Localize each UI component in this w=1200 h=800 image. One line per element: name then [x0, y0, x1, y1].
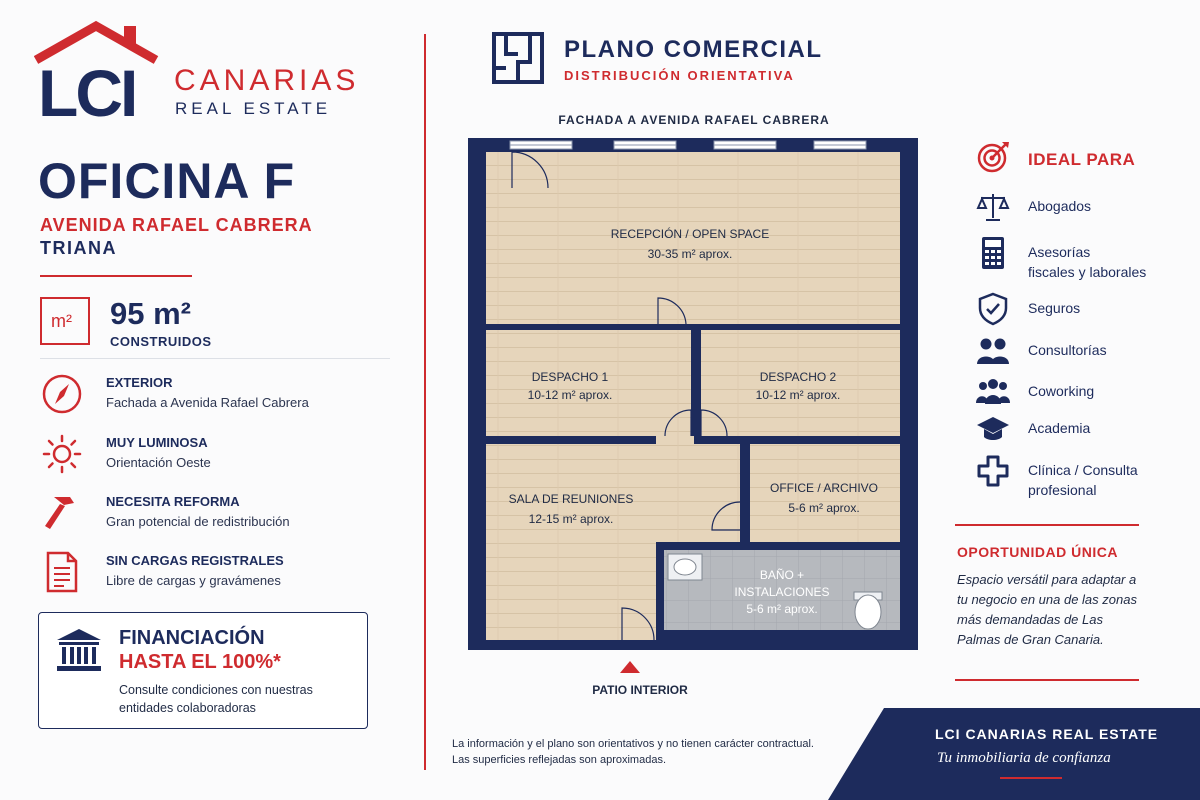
- feature-title: EXTERIOR: [106, 375, 173, 390]
- people-icon: [976, 334, 1010, 368]
- feature-title: SIN CARGAS REGISTRALES: [106, 553, 284, 568]
- divider: [40, 358, 390, 359]
- divider: [40, 275, 192, 277]
- ideal-label: Academia: [1028, 420, 1091, 436]
- floor-plan: [468, 138, 918, 650]
- feature-reforma: [40, 491, 400, 541]
- corridor: [656, 444, 740, 542]
- ideal-label-line: Clínica / Consulta: [1028, 462, 1138, 478]
- logo-realestate-text: REAL ESTATE: [175, 99, 332, 118]
- office-district: TRIANA: [40, 238, 117, 258]
- room-name: RECEPCIÓN / OPEN SPACE: [610, 227, 770, 241]
- calculator-icon: [976, 236, 1010, 270]
- financing-note: Consulte condiciones con nuestras entidades colaboradoras: [119, 683, 313, 715]
- opportunity-text: Espacio versátil para adaptar a tu negocio en una de las zonas más demandadas de Las Palmas de Gran Canaria.: [957, 572, 1137, 647]
- ideal-label: [1028, 242, 1146, 282]
- feature-exterior: [40, 372, 400, 422]
- vertical-divider: [424, 34, 426, 770]
- plan-title: PLANO COMERCIAL: [564, 36, 823, 63]
- sink-icon: [668, 554, 702, 580]
- disclaimer: [452, 736, 814, 768]
- area-icon-text: m²: [51, 311, 72, 331]
- logo-canarias-text: CANARIAS: [174, 64, 360, 97]
- graduation-cap-icon: [976, 412, 1010, 446]
- room-area: 12-15 m² aprox.: [528, 512, 614, 526]
- room-area: 10-12 m² aprox.: [527, 388, 613, 402]
- feature-subtitle: Gran potencial de redistribución: [106, 514, 290, 529]
- patio-arrow-icon: [620, 661, 640, 673]
- room-name: OFFICE / ARCHIVO: [769, 481, 879, 495]
- footer-divider: [1000, 777, 1062, 779]
- room-area: 5-6 m² aprox.: [788, 501, 860, 515]
- disclaimer-line: La información y el plano son orientativos y no tienen carácter contractual.: [452, 738, 814, 750]
- ideal-label-line: profesional: [1028, 482, 1097, 498]
- ideal-label: Consultorías: [1028, 342, 1107, 358]
- ideal-title: IDEAL PARA: [1028, 150, 1136, 169]
- floorplan-logo-icon: [492, 32, 544, 84]
- room-name: SALA DE REUNIONES: [508, 492, 634, 506]
- medical-cross-icon: [976, 454, 1010, 488]
- facade-label: FACHADA A AVENIDA RAFAEL CABRERA: [558, 113, 830, 127]
- area-value: 95 m²: [110, 296, 191, 331]
- opportunity-title: OPORTUNIDAD ÚNICA: [957, 544, 1118, 560]
- footer-slogan: Tu inmobiliaria de confianza: [937, 750, 1111, 766]
- shield-check-icon: [976, 292, 1010, 326]
- area-icon: [40, 297, 90, 345]
- financing-box: [38, 612, 368, 729]
- feature-title: MUY LUMINOSA: [106, 435, 208, 450]
- patio-label: PATIO INTERIOR: [592, 683, 688, 697]
- hammer-icon: [40, 491, 84, 535]
- feature-subtitle: Libre de cargas y gravámenes: [106, 573, 281, 588]
- room-name: DESPACHO 1: [531, 370, 609, 384]
- divider: [955, 524, 1139, 526]
- plan-subtitle: DISTRIBUCIÓN ORIENTATIVA: [564, 68, 795, 83]
- left-panel: [0, 0, 425, 800]
- room-name: BAÑO +: [759, 568, 805, 582]
- room-sala-reuniones: [486, 444, 656, 640]
- sun-icon: [40, 432, 84, 476]
- ideal-label: [1028, 460, 1138, 500]
- room-name: DESPACHO 2: [759, 370, 837, 384]
- ideal-label-line: fiscales y laborales: [1028, 264, 1147, 280]
- scale-icon: [976, 190, 1010, 224]
- financing-title: FINANCIACIÓN: [119, 627, 265, 649]
- footer-brand: LCI CANARIAS REAL ESTATE: [935, 726, 1159, 742]
- company-logo: [34, 20, 364, 130]
- document-icon: [40, 550, 84, 594]
- plan-header: [492, 32, 832, 87]
- corridor-link: [656, 436, 694, 446]
- office-street: AVENIDA RAFAEL CABRERA: [40, 215, 313, 235]
- ideal-label: Coworking: [1028, 383, 1095, 399]
- feature-cargas: [40, 550, 400, 600]
- office-title: OFICINA F: [38, 153, 296, 209]
- feature-subtitle: Orientación Oeste: [106, 455, 211, 470]
- room-area: 10-12 m² aprox.: [755, 388, 841, 402]
- room-area: 5-6 m² aprox.: [746, 602, 818, 616]
- ideal-label: Seguros: [1028, 300, 1081, 316]
- area-label: CONSTRUIDOS: [110, 334, 212, 349]
- divider: [955, 679, 1139, 681]
- toilet-icon: [854, 592, 882, 629]
- feature-luminosa: [40, 432, 400, 482]
- room-name-line2: INSTALACIONES: [734, 585, 830, 599]
- target-icon: [976, 140, 1010, 174]
- feature-subtitle: Fachada a Avenida Rafael Cabrera: [106, 395, 309, 410]
- compass-icon: [40, 372, 84, 416]
- group-icon: [976, 375, 1010, 409]
- feature-title: NECESITA REFORMA: [106, 494, 240, 509]
- logo-lci-text: LCI: [38, 56, 136, 130]
- bank-icon: [55, 627, 103, 673]
- ideal-label-line: Asesorías: [1028, 244, 1091, 260]
- ideal-label: Abogados: [1028, 198, 1092, 214]
- financing-highlight: HASTA EL 100%*: [119, 651, 281, 673]
- disclaimer-line: Las superficies reflejadas son aproximadas.: [452, 754, 667, 766]
- room-area: 30-35 m² aprox.: [647, 247, 733, 261]
